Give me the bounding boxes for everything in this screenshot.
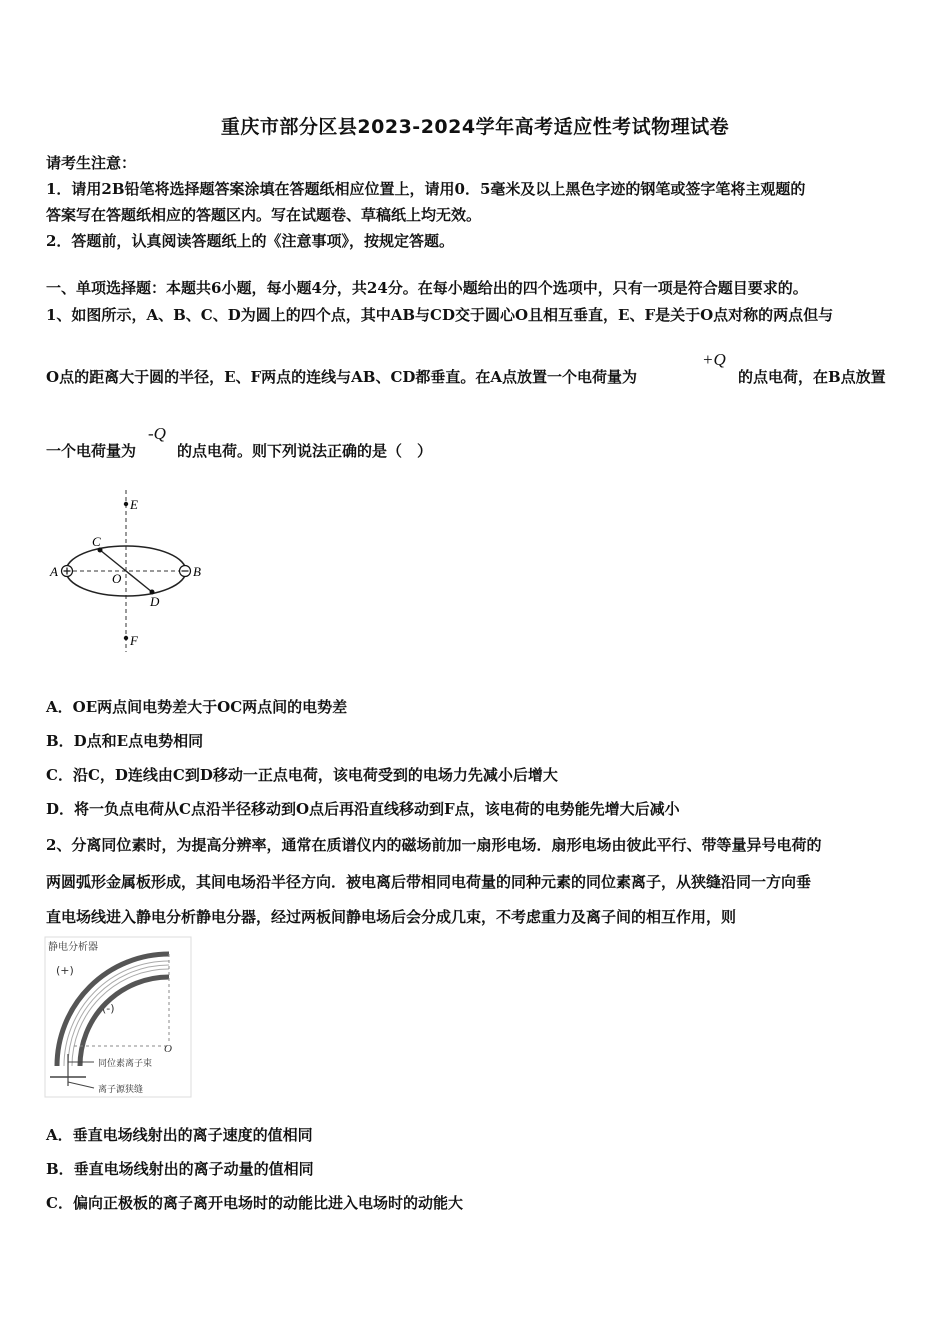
q1-option-d: D．将一负点电荷从C点沿半径移动到O点后再沿直线移动到F点，该电荷的电势能先增大后减小 [46, 800, 680, 818]
label-c: C [92, 534, 101, 549]
label-d: D [150, 594, 160, 609]
label-f: F [130, 633, 138, 648]
q2-stem-line-2: 两圆弧形金属板形成，其间电场沿半径方向．被电离后带相同电荷量的同种元素的同位素离子，从狭缝沿同一方向垂 [46, 873, 812, 891]
label-plus-plate: (+) [56, 964, 74, 977]
q1-figure [46, 488, 216, 654]
q2-stem-line-3: 直电场线进入静电分析静电分器，经过两板间静电场后会分成几束，不考虑重力及离子间的相互作用，则 [46, 908, 737, 926]
label-center-o: O [164, 1043, 172, 1055]
q1-stem-line-2b: 的点电荷，在B点放置 [738, 368, 886, 386]
q1-option-c: C．沿C，D连线由C到D移动一正点电荷，该电荷受到的电场力先减小后增大 [46, 766, 558, 784]
q2-option-c: C．偏向正极板的离子离开电场时的动能比进入电场时的动能大 [46, 1194, 463, 1212]
label-ion-source-slit: 离子源狭缝 [98, 1085, 144, 1095]
label-minus-plate: (-) [102, 1002, 115, 1015]
minus-q-symbol: -Q [148, 424, 166, 443]
label-b: B [193, 564, 201, 579]
q2-figure [44, 936, 194, 1100]
label-a: A [50, 564, 58, 579]
label-o: O [112, 571, 122, 586]
notice-item-2: 2．答题前，认真阅读答题纸上的《注意事项》，按规定答题。 [46, 232, 454, 250]
plus-q-symbol: +Q [702, 350, 726, 369]
label-analyzer: 静电分析器 [48, 942, 98, 953]
q1-stem-line-2a: O点的距离大于圆的半径，E、F两点的连线与AB、CD都垂直。在A点放置一个电荷量为 [46, 368, 638, 386]
section-heading: 一、单项选择题：本题共6小题，每小题4分，共24分。在每小题给出的四个选项中，只有一项是符合题目要求的。 [46, 279, 808, 297]
notice-heading: 请考生注意： [46, 154, 137, 172]
q1-option-a: A．OE两点间电势差大于OC两点间的电势差 [46, 698, 348, 716]
label-isotope-beam: 同位素离子束 [98, 1059, 153, 1069]
q1-stem-line-1: 1、如图所示，A、B、C、D为圆上的四个点，其中AB与CD交于圆心O且相互垂直，E、F是关于O点对称的两点但与 [46, 306, 834, 324]
notice-item-1-line-1: 1．请用2B铅笔将选择题答案涂填在答题纸相应位置上，请用0．5毫米及以上黑色字迹的钢笔或签字笔将主观题的 [46, 180, 806, 198]
q1-stem-line-3a: 一个电荷量为 [46, 442, 137, 460]
q1-option-b: B．D点和E点电势相同 [46, 732, 204, 750]
notice-item-1-line-2: 答案写在答题纸相应的答题区内。写在试题卷、草稿纸上均无效。 [46, 206, 482, 224]
q2-option-b: B．垂直电场线射出的离子动量的值相同 [46, 1160, 314, 1178]
q1-stem-line-3b: 的点电荷。则下列说法正确的是（ ） [177, 442, 433, 460]
point-e [124, 502, 128, 506]
point-f [124, 636, 128, 640]
q2-stem-line-1: 2、分离同位素时，为提高分辨率，通常在质谱仪内的磁场前加一扇形电场．扇形电场由彼此平行、带等量异号电荷的 [46, 836, 822, 854]
label-e: E [130, 497, 138, 512]
q2-option-a: A．垂直电场线射出的离子速度的值相同 [46, 1126, 313, 1144]
inner-plate [80, 977, 169, 1066]
page-title: 重庆市部分区县2023-2024学年高考适应性考试物理试卷 [220, 116, 730, 138]
